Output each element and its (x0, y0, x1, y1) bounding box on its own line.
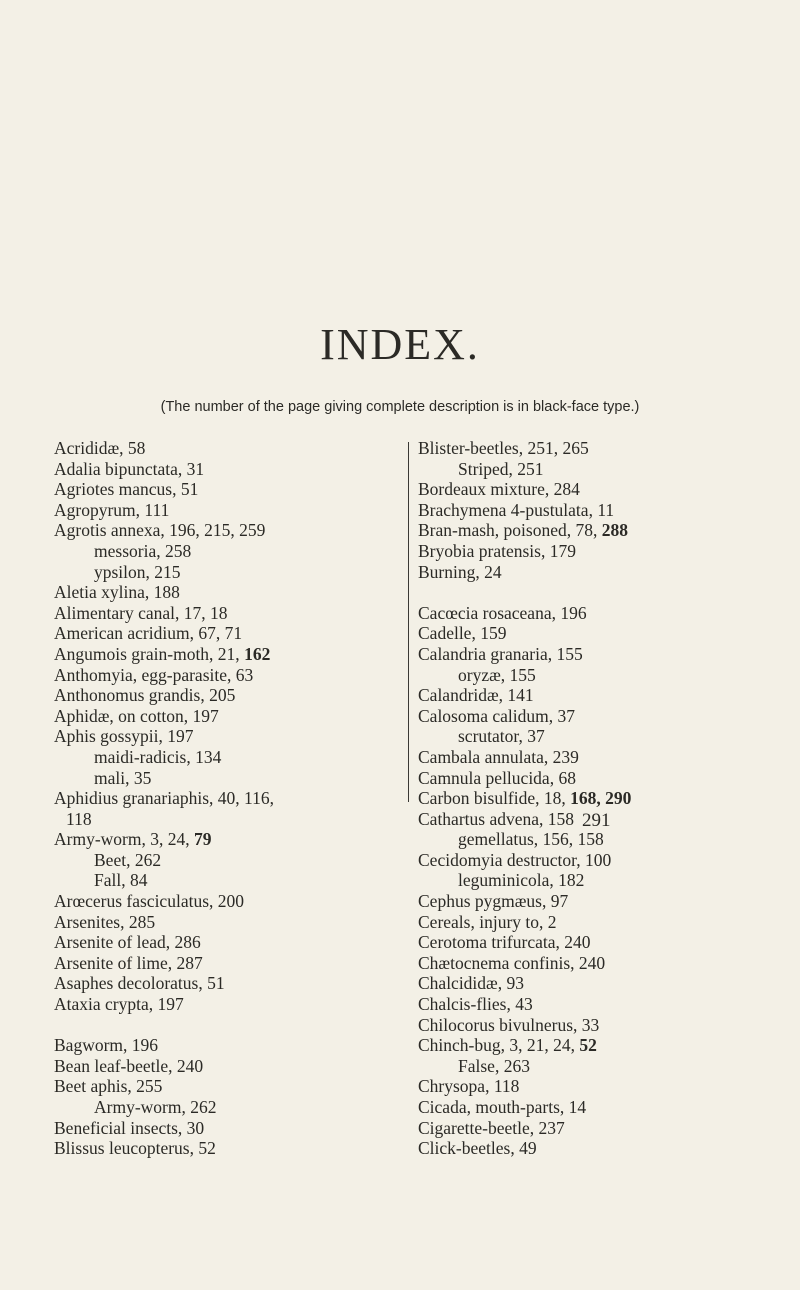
entry-text: Bagworm, 196 (54, 1035, 159, 1056)
index-entry (418, 603, 788, 624)
entry-text: Click-beetles, 49 (418, 1138, 537, 1159)
entry-text: leguminicola, 182 (458, 870, 585, 891)
index-entry (418, 479, 788, 500)
index-entry (54, 829, 424, 850)
section-gap (54, 1015, 424, 1036)
index-entry (54, 932, 424, 953)
index-entry (418, 541, 788, 562)
entry-text: Burning, 24 (418, 561, 502, 582)
entry-text: Beet, 262 (94, 849, 162, 870)
index-entry (418, 850, 788, 871)
index-subentry (54, 850, 424, 871)
entry-text: Chinch-bug, 3, 21, 24, (418, 1035, 580, 1056)
index-entry (54, 665, 424, 686)
section-gap (418, 582, 788, 603)
entry-text: gemellatus, 156, 158 (458, 829, 604, 850)
entry-text: Chrysopa, 118 (418, 1076, 520, 1097)
index-column-right (418, 438, 788, 1159)
index-entry (418, 768, 788, 789)
entry-text: Acrididæ, 58 (54, 438, 146, 458)
index-subentry (54, 562, 424, 583)
index-entry (418, 953, 788, 974)
entry-text: American acridium, 67, 71 (54, 623, 243, 644)
entry-bold-page: 288 (601, 520, 628, 541)
entry-text: Calandria granaria, 155 (418, 643, 583, 664)
index-entry (418, 891, 788, 912)
index-subentry (418, 870, 788, 891)
entry-text: Anthomyia, egg-parasite, 63 (54, 664, 254, 685)
index-entry (418, 932, 788, 953)
entry-text: Chalcididæ, 93 (418, 973, 524, 994)
index-entry (418, 644, 788, 665)
index-entry (54, 644, 424, 665)
index-entry (54, 891, 424, 912)
entry-text: Ataxia crypta, 197 (54, 994, 184, 1015)
index-subentry (54, 1097, 424, 1118)
entry-text: Bean leaf-beetle, 240 (54, 1055, 204, 1076)
index-subentry (54, 870, 424, 891)
index-entry (54, 500, 424, 521)
entry-text: Camnula pellucida, 68 (418, 767, 576, 788)
index-entry (418, 1118, 788, 1139)
entry-text: Aphidæ, on cotton, 197 (54, 705, 219, 726)
entry-text: maidi-radicis, 134 (94, 746, 222, 767)
entry-text: Chætocnema confinis, 240 (418, 952, 606, 973)
entry-text: messoria, 258 (94, 540, 192, 561)
index-entry (54, 603, 424, 624)
index-entry (54, 479, 424, 500)
index-entry (418, 438, 788, 459)
entry-text: mali, 35 (94, 767, 152, 788)
entry-text: Arsenite of lime, 287 (54, 952, 203, 973)
entry-text: oryzæ, 155 (458, 664, 536, 685)
index-entry (418, 788, 788, 809)
entry-text: Striped, 251 (458, 458, 544, 479)
entry-text: Alimentary canal, 17, 18 (54, 602, 228, 623)
entry-text: 118 (66, 808, 92, 829)
index-entry (54, 1056, 424, 1077)
index-entry (418, 623, 788, 644)
index-entry (418, 520, 788, 541)
entry-text: Fall, 84 (94, 870, 148, 891)
entry-text: False, 263 (458, 1055, 530, 1076)
entry-bold-page: 52 (579, 1035, 597, 1056)
index-entry (54, 1138, 424, 1159)
entry-text: Cambala annulata, 239 (418, 746, 579, 767)
index-entry (418, 1035, 788, 1056)
entry-text: Agrotis annexa, 196, 215, 259 (54, 520, 266, 541)
index-subentry (418, 726, 788, 747)
index-entry (54, 520, 424, 541)
index-subentry (418, 1056, 788, 1077)
index-entry (54, 459, 424, 480)
entry-text: Carbon bisulfide, 18, (418, 788, 571, 809)
entry-bold-page: 168, 290 (570, 788, 632, 809)
entry-text: Calosoma calidum, 37 (418, 705, 575, 726)
index-entry (418, 562, 788, 583)
index-entry (54, 685, 424, 706)
entry-text: Arœcerus fasciculatus, 200 (54, 891, 245, 912)
entry-text: Cerotoma trifurcata, 240 (418, 932, 591, 953)
entry-bold-page: 162 (244, 643, 271, 664)
page-subtitle: (The number of the page giving complete description is in black-face type.) (160, 399, 640, 415)
index-entry (54, 953, 424, 974)
index-entry (418, 685, 788, 706)
index-entry (54, 1076, 424, 1097)
index-entry (418, 994, 788, 1015)
index-entry (54, 994, 424, 1015)
index-entry (418, 747, 788, 768)
entry-text: Anthonomus grandis, 205 (54, 685, 236, 706)
entry-text: Cicada, mouth-parts, 14 (418, 1097, 587, 1117)
entry-text: Beneficial insects, 30 (54, 1117, 205, 1138)
index-entry (418, 706, 788, 727)
index-entry (418, 973, 788, 994)
index-entry (418, 1076, 788, 1097)
entry-text: Brachymena 4-pustulata, 11 (418, 499, 615, 520)
entry-bold-page: 79 (193, 829, 212, 850)
index-entry (54, 1118, 424, 1139)
entry-text: Bryobia pratensis, 179 (418, 540, 576, 561)
index-entry (54, 582, 424, 603)
entry-text: Agriotes mancus, 51 (54, 479, 199, 500)
index-entry (54, 438, 424, 459)
index-entry (418, 912, 788, 933)
entry-text: Arsenite of lead, 286 (54, 932, 201, 953)
index-entry (54, 973, 424, 994)
index-entry (54, 1035, 424, 1056)
entry-text: scrutator, 37 (458, 726, 545, 747)
entry-text: Bordeaux mixture, 284 (418, 479, 580, 500)
index-entry (418, 1097, 788, 1118)
entry-text: Aletia xylina, 188 (54, 582, 180, 603)
entry-text: Blissus leucopterus, 52 (54, 1138, 216, 1159)
entry-text: Adalia bipunctata, 31 (54, 458, 205, 479)
entry-text: Aphidius granariaphis, 40, 116, (54, 788, 275, 809)
entry-text: Bran-mash, poisoned, 78, (418, 520, 602, 541)
entry-text: Chalcis-flies, 43 (418, 994, 533, 1015)
index-subentry (418, 665, 788, 686)
entry-text: Angumois grain-moth, 21, (54, 643, 245, 664)
index-entry (54, 623, 424, 644)
entry-text: Asaphes decoloratus, 51 (54, 973, 225, 994)
entry-text: Agropyrum, 111 (54, 499, 170, 520)
index-subentry (418, 459, 788, 480)
index-entry (54, 788, 424, 809)
index-entry (54, 726, 424, 747)
index-subentry (54, 541, 424, 562)
entry-text: Cereals, injury to, 2 (418, 911, 557, 932)
entry-text: Cacœcia rosaceana, 196 (418, 602, 587, 623)
entry-text: Cephus pygmæus, 97 (418, 891, 569, 912)
entry-text: Cathartus advena, 158 (418, 808, 574, 829)
entry-text: Army-worm, 262 (94, 1097, 217, 1117)
entry-text: ypsilon, 215 (94, 561, 181, 582)
entry-text: Cecidomyia destructor, 100 (418, 849, 612, 870)
entry-text: Beet aphis, 255 (54, 1076, 163, 1097)
entry-text: Blister-beetles, 251, 265 (418, 438, 589, 458)
index-subentry (54, 747, 424, 768)
index-entry (418, 1138, 788, 1159)
entry-text: Army-worm, 3, 24, (54, 829, 194, 850)
index-subentry (54, 768, 424, 789)
index-subentry (418, 829, 788, 850)
entry-text: Arsenites, 285 (54, 911, 156, 932)
index-entry (54, 809, 424, 830)
index-entry (418, 500, 788, 521)
entry-text: Cigarette-beetle, 237 (418, 1117, 565, 1138)
column-divider (408, 442, 409, 802)
index-entry (54, 706, 424, 727)
entry-text: Cadelle, 159 (418, 623, 507, 644)
page-title: INDEX. (320, 320, 480, 369)
index-entry (54, 912, 424, 933)
entry-text: Calandridæ, 141 (418, 685, 534, 706)
entry-text: Chilocorus bivulnerus, 33 (418, 1014, 600, 1035)
page-number: 291 (582, 810, 611, 831)
index-column-left (54, 438, 424, 1159)
entry-text: Aphis gossypii, 197 (54, 726, 194, 747)
index-entry (418, 1015, 788, 1036)
